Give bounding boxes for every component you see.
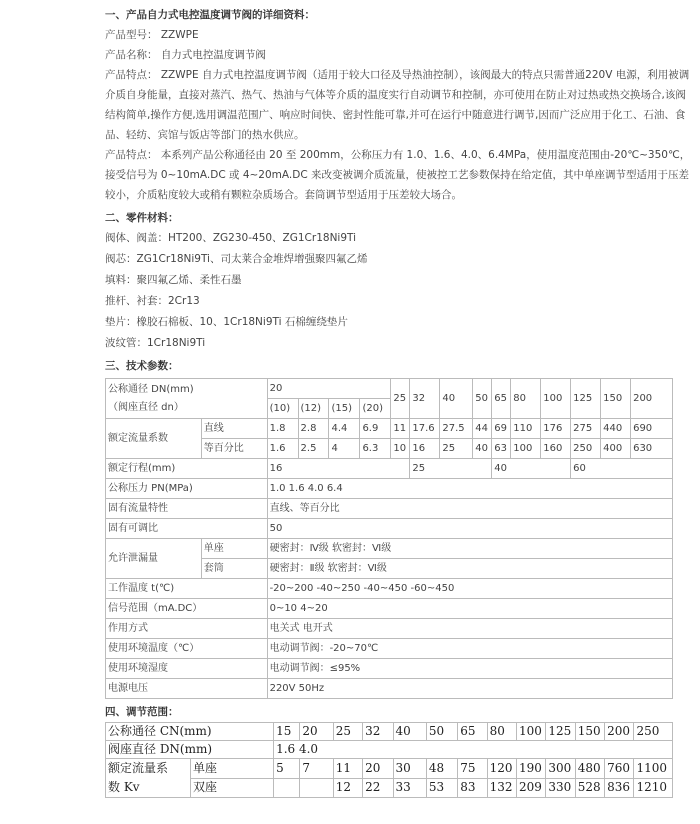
ratio-label: 固有可调比 bbox=[106, 519, 268, 539]
kv-cell: 10 bbox=[391, 439, 410, 459]
dn-cell: 32 bbox=[410, 379, 440, 419]
double-cell: 53 bbox=[426, 778, 457, 798]
material-line: 阀体、阀盖：HT200、ZG230-450、ZG1Cr18Ni9Ti bbox=[105, 232, 357, 244]
kv-cell: 6.3 bbox=[360, 439, 391, 459]
env-hum-label: 使用环境湿度 bbox=[106, 659, 268, 679]
kv-cell: 2.5 bbox=[298, 439, 329, 459]
single-cell: 7 bbox=[300, 759, 333, 779]
kv-cell: 440 bbox=[601, 419, 631, 439]
stroke-cell: 40 bbox=[492, 459, 571, 479]
material-line: 推杆、衬套：2Cr13 bbox=[105, 295, 200, 307]
temp-label: 工作温度 t(℃) bbox=[106, 579, 268, 599]
dn-cell: 25 bbox=[391, 379, 410, 419]
kv-cell: 400 bbox=[601, 439, 631, 459]
tech-params-table bbox=[105, 378, 673, 699]
kv-cell: 11 bbox=[391, 419, 410, 439]
kv-cell: 44 bbox=[473, 419, 492, 439]
dn-cell: 50 bbox=[473, 379, 492, 419]
single-cell: 11 bbox=[333, 759, 362, 779]
signal-label: 信号范围（mA.DC） bbox=[106, 599, 268, 619]
double-cell bbox=[274, 778, 300, 798]
dn-20: 20 bbox=[267, 379, 391, 399]
kv-cell: 690 bbox=[631, 419, 673, 439]
range-table bbox=[105, 722, 673, 798]
single-cell: 760 bbox=[605, 759, 634, 779]
cn-cell: 200 bbox=[605, 723, 634, 741]
double-cell: 209 bbox=[517, 778, 546, 798]
pn-label: 公称压力 PN(MPa) bbox=[106, 479, 268, 499]
single-cell: 1100 bbox=[634, 759, 673, 779]
double-seat-label: 双座 bbox=[191, 778, 274, 798]
leak-sleeve-label: 套筒 bbox=[201, 559, 267, 579]
cn-cell: 15 bbox=[274, 723, 300, 741]
kv-cell: 630 bbox=[631, 439, 673, 459]
single-seat-label: 单座 bbox=[191, 759, 274, 779]
kv-cell: 1.8 bbox=[267, 419, 298, 439]
cn-cell: 50 bbox=[426, 723, 457, 741]
power-label: 电源电压 bbox=[106, 679, 268, 699]
kv-cell: 100 bbox=[511, 439, 541, 459]
stroke-cell: 25 bbox=[410, 459, 492, 479]
cn-cell: 65 bbox=[458, 723, 487, 741]
kv-cell: 110 bbox=[511, 419, 541, 439]
kv-cell: 4 bbox=[329, 439, 360, 459]
kv-cell: 2.8 bbox=[298, 419, 329, 439]
product-feature-1: 产品特点： ZZWPE 自力式电控温度调节阀（适用于较大口径及导热油控制），该阀最大的特点只需普通220V 电源，利用被调介质自身能量，直接对蒸汽、热气、热油与气体等介质的温度实行自动调节和控制，亦可使用在防止对过热或热交换场合,该阀结构简单,操作方便,选用调温范围广、响应时间快、密封性能可靠,并可在运行中随意进行调节,因而广泛应用于化工、石油、食品、轻纺、宾馆与饭店等部门的热水供应。 bbox=[105, 69, 690, 141]
env-temp-value: 电动调节阀：-20~70℃ bbox=[267, 639, 672, 659]
section-1-heading: 一、产品自力式电控温度调节阀的详细资料： bbox=[105, 9, 315, 21]
material-line: 阀芯：ZG1Cr18Ni9Ti、司太莱合金堆焊增强聚四氟乙烯 bbox=[105, 253, 368, 265]
env-hum-value: 电动调节阀：≤95% bbox=[267, 659, 672, 679]
single-cell: 30 bbox=[393, 759, 426, 779]
kv-cell: 17.6 bbox=[410, 419, 440, 439]
stroke-cell: 60 bbox=[571, 459, 673, 479]
single-cell: 48 bbox=[426, 759, 457, 779]
cn-cell: 125 bbox=[546, 723, 575, 741]
env-temp-label: 使用环境温度（℃） bbox=[106, 639, 268, 659]
signal-value: 0~10 4~20 bbox=[267, 599, 672, 619]
double-cell: 12 bbox=[333, 778, 362, 798]
dn-cell: 65 bbox=[492, 379, 511, 419]
pn-value: 1.0 1.6 4.0 6.4 bbox=[267, 479, 672, 499]
dn-seat-label: （阀座直径 dn） bbox=[108, 401, 184, 413]
cn-label: 公称通径 CN(mm) bbox=[106, 723, 274, 741]
ratio-value: 50 bbox=[267, 519, 672, 539]
kv-label-line-2: 数 Kv bbox=[108, 780, 140, 794]
double-cell bbox=[300, 778, 333, 798]
single-cell: 5 bbox=[274, 759, 300, 779]
material-line: 波纹管：1Cr18Ni9Ti bbox=[105, 337, 206, 349]
dn-cell: 80 bbox=[511, 379, 541, 419]
kv-label-cell bbox=[106, 759, 191, 798]
kv-cell: 176 bbox=[541, 419, 571, 439]
power-value: 220V 50Hz bbox=[267, 679, 672, 699]
double-cell: 528 bbox=[575, 778, 604, 798]
cn-cell: 32 bbox=[363, 723, 393, 741]
kv-cell: 40 bbox=[473, 439, 492, 459]
kv-label-line-1: 额定流量系 bbox=[108, 761, 169, 775]
double-cell: 83 bbox=[458, 778, 487, 798]
single-cell: 120 bbox=[487, 759, 516, 779]
section-3-heading: 三、技术参数： bbox=[105, 360, 179, 372]
dn-label: 公称通径 DN(mm) bbox=[108, 383, 194, 395]
dn-label-cell bbox=[106, 379, 268, 419]
dn-cell: 200 bbox=[631, 379, 673, 419]
seat-value: 1.6 4.0 bbox=[274, 741, 673, 759]
stroke-label: 额定行程(mm) bbox=[106, 459, 268, 479]
single-cell: 20 bbox=[363, 759, 393, 779]
kv-cell: 4.4 bbox=[329, 419, 360, 439]
kv-cell: 160 bbox=[541, 439, 571, 459]
cn-cell: 20 bbox=[300, 723, 333, 741]
double-cell: 22 bbox=[363, 778, 393, 798]
material-line: 填料：聚四氟乙烯、柔性石墨 bbox=[105, 274, 242, 286]
single-cell: 300 bbox=[546, 759, 575, 779]
kv-cell: 69 bbox=[492, 419, 511, 439]
cn-cell: 250 bbox=[634, 723, 673, 741]
seat-label: 阀座直径 DN(mm) bbox=[106, 741, 274, 759]
kv-cell: 6.9 bbox=[360, 419, 391, 439]
single-cell: 190 bbox=[517, 759, 546, 779]
kv-cell: 16 bbox=[410, 439, 440, 459]
leak-sleeve-value: 硬密封：Ⅱ级 软密封：Ⅵ级 bbox=[267, 559, 672, 579]
product-feature-2: 产品特点： 本系列产品公称通径由 20 至 200mm，公称压力有 1.0、1.6、4.0、6.4MPa，使用温度范围由-20℃~350℃，接受信号为 0~10mA.DC 或 4~20mA.DC 来改变被调介质流量，使被控工艺参数保持在给定值，其中单座调节型适用于压差较小，介质粘度较大或稍有颗粒杂质场合。套筒调节型适用于压差较大场合。 bbox=[105, 149, 691, 201]
kv-cell: 25 bbox=[440, 439, 473, 459]
kv-cell: 250 bbox=[571, 439, 601, 459]
double-cell: 1210 bbox=[634, 778, 673, 798]
kv-cell: 275 bbox=[571, 419, 601, 439]
single-cell: 75 bbox=[458, 759, 487, 779]
dn-seat-cell: (10) bbox=[267, 399, 298, 419]
kv-cell: 27.5 bbox=[440, 419, 473, 439]
materials-list bbox=[105, 228, 695, 354]
temp-value: -20~200 -40~250 -40~450 -60~450 bbox=[267, 579, 672, 599]
dn-seat-cell: (12) bbox=[298, 399, 329, 419]
flow-char-value: 直线、等百分比 bbox=[267, 499, 672, 519]
product-name: 产品名称： 自力式电控温度调节阀 bbox=[105, 49, 266, 61]
leak-label: 允许泄漏量 bbox=[106, 539, 202, 579]
action-value: 电关式 电开式 bbox=[267, 619, 672, 639]
action-label: 作用方式 bbox=[106, 619, 268, 639]
kv-straight-label: 直线 bbox=[201, 419, 267, 439]
kv-cell: 1.6 bbox=[267, 439, 298, 459]
dn-cell: 125 bbox=[571, 379, 601, 419]
section-4-heading: 四、调节范围： bbox=[105, 706, 179, 718]
product-model: 产品型号： ZZWPE bbox=[105, 29, 199, 41]
cn-cell: 100 bbox=[517, 723, 546, 741]
double-cell: 33 bbox=[393, 778, 426, 798]
material-line: 垫片：橡胶石棉板、10、1Cr18Ni9Ti 石棉缠绕垫片 bbox=[105, 316, 348, 328]
kv-cell: 63 bbox=[492, 439, 511, 459]
dn-cell: 100 bbox=[541, 379, 571, 419]
flow-char-label: 固有流量特性 bbox=[106, 499, 268, 519]
dn-seat-cell: (15) bbox=[329, 399, 360, 419]
cn-cell: 40 bbox=[393, 723, 426, 741]
leak-single-label: 单座 bbox=[201, 539, 267, 559]
section-2-heading: 二、零件材料： bbox=[105, 212, 179, 224]
dn-cell: 40 bbox=[440, 379, 473, 419]
dn-cell: 150 bbox=[601, 379, 631, 419]
kv-label: 额定流量系数 bbox=[106, 419, 202, 459]
double-cell: 836 bbox=[605, 778, 634, 798]
cn-cell: 80 bbox=[487, 723, 516, 741]
stroke-cell: 16 bbox=[267, 459, 410, 479]
single-cell: 480 bbox=[575, 759, 604, 779]
product-document bbox=[105, 0, 695, 798]
cn-cell: 150 bbox=[575, 723, 604, 741]
double-cell: 132 bbox=[487, 778, 516, 798]
kv-equal-label: 等百分比 bbox=[201, 439, 267, 459]
leak-single-value: 硬密封：Ⅳ级 软密封：Ⅵ级 bbox=[267, 539, 672, 559]
cn-cell: 25 bbox=[333, 723, 362, 741]
dn-seat-cell: (20) bbox=[360, 399, 391, 419]
double-cell: 330 bbox=[546, 778, 575, 798]
